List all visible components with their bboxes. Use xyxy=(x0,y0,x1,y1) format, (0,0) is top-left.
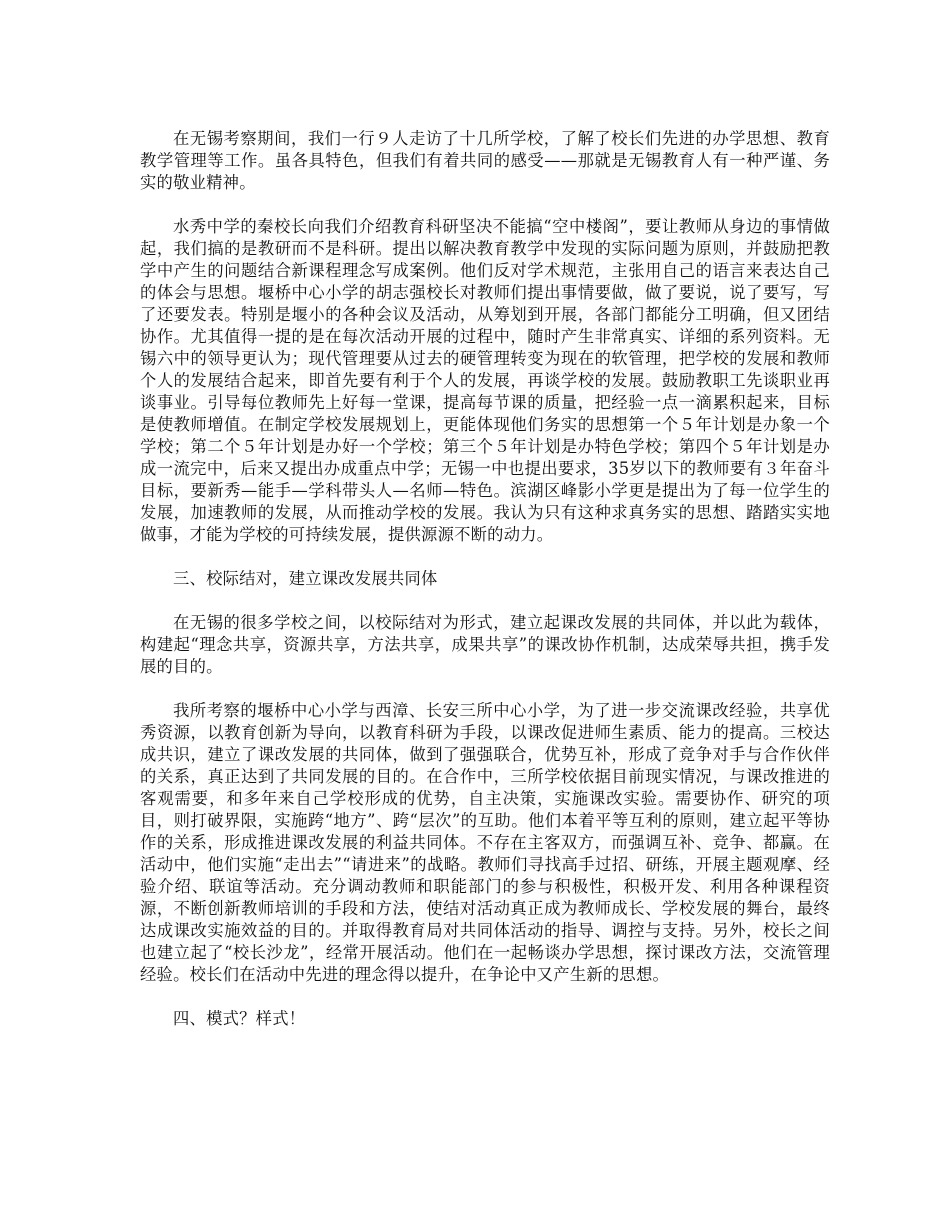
paragraph-school-examples: 水秀中学的秦校长向我们介绍教育科研坚决不能搞“空中楼阁”，要让教师从身边的事情做起，我们搞的是教研而不是科研。提出以解决教育教学中发现的实际问题为原则，并鼓励把教学中产生的问题结合新课程理念写成案例。他们反对学术规范，主张用自己的语言来表达自己的体会与思想。堰桥中心小学的胡志强校长对教师们提出事情要做，做了要说，说了要写，写了还要发表。特别是堰小的各种会议及活动，从筹划到开展，各部门都能分工明确，但又团结协作。尤其值得一提的是在每次活动开展的过程中，随时产生非常真实、详细的系列资料。无锡六中的领导更认为；现代管理要从过去的硬管理转变为现在的软管理，把学校的发展和教师个人的发展结合起来，即首先要有利于个人的发展，再谈学校的发展。鼓励教职工先谈职业再谈事业。引导每位教师先上好每一堂课，提高每节课的质量，把经验一点一滴累积起来，目标是使教师增值。在制定学校发展规划上，更能体现他们务实的思想第一个５年计划是办象一个学校；第二个５年计划是办好一个学校；第三个５年计划是办特色学校；第四个５年计划是办成一流完中，后来又提出办成重点中学；无锡一中也提出要求，35岁以下的教师要有３年奋斗目标，要新秀—能手—学科带头人—名师—特色。滨湖区峰影小学更是提出为了每一位学生的发展，加速教师的发展，从而推动学校的发展。我认为只有这种求真务实的思想、踏踏实实地做事，才能为学校的可持续发展，提供源源不断的动力。 xyxy=(140,217,830,544)
paragraph-community-detail: 我所考察的堰桥中心小学与西漳、长安三所中心小学，为了进一步交流课改经验，共享优秀资源，以教育创新为导向，以教育科研为手段，以课改促进师生素质、能力的提高。三校达成共识，建立了课改发展的共同体，做到了强强联合，优势互补，形成了竞争对手与合作伙伴的关系，真正达到了共同发展的目的。在合作中，三所学校依据目前现实情况，与课改推进的客观需要，和多年来自己学校形成的优势，自主决策，实施课改实验。需要协作、研究的项目，则打破界限，实施跨“地方”、跨“层次”的互助。他们本着平等互利的原则，建立起平等协作的关系，形成推进课改发展的利益共同体。不存在主客双方，而强调互补、竞争、都赢。在活动中，他们实施“走出去”“请进来”的战略。教师们寻找高手过招、研练，开展主题观摩、经验介绍、联谊等活动。充分调动教师和职能部门的参与积极性，积极开发、利用各种课程资源，不断创新教师培训的手段和方法，使结对活动真正成为教师成长、学校发展的舞台，最终达成课改实施效益的目的。并取得教育局对共同体活动的指导、调控与支持。另外，校长之间也建立起了“校长沙龙”，经常开展活动。他们在一起畅谈办学思想，探讨课改方法，交流管理经验。校长们在活动中先进的理念得以提升，在争论中又产生新的思想。 xyxy=(140,701,830,984)
document-page xyxy=(140,128,830,1052)
paragraph-inspection-summary: 在无锡考察期间，我们一行９人走访了十几所学校，了解了校长们先进的办学思想、教育教学管理等工作。虽各具特色，但我们有着共同的感受——那就是无锡教育人有一种严谨、务实的敬业精神。 xyxy=(140,129,830,192)
paragraph-community-intro: 在无锡的很多学校之间，以校际结对为形式，建立起课改发展的共同体，并以此为载体，构建起“理念共享，资源共享，方法共享，成果共享”的课改协作机制，达成荣辱共担，携手发展的目的。 xyxy=(140,613,830,676)
section-heading-3: 三、校际结对，建立课改发展共同体 xyxy=(173,569,438,588)
section-heading-4: 四、模式？样式！ xyxy=(173,1009,306,1028)
